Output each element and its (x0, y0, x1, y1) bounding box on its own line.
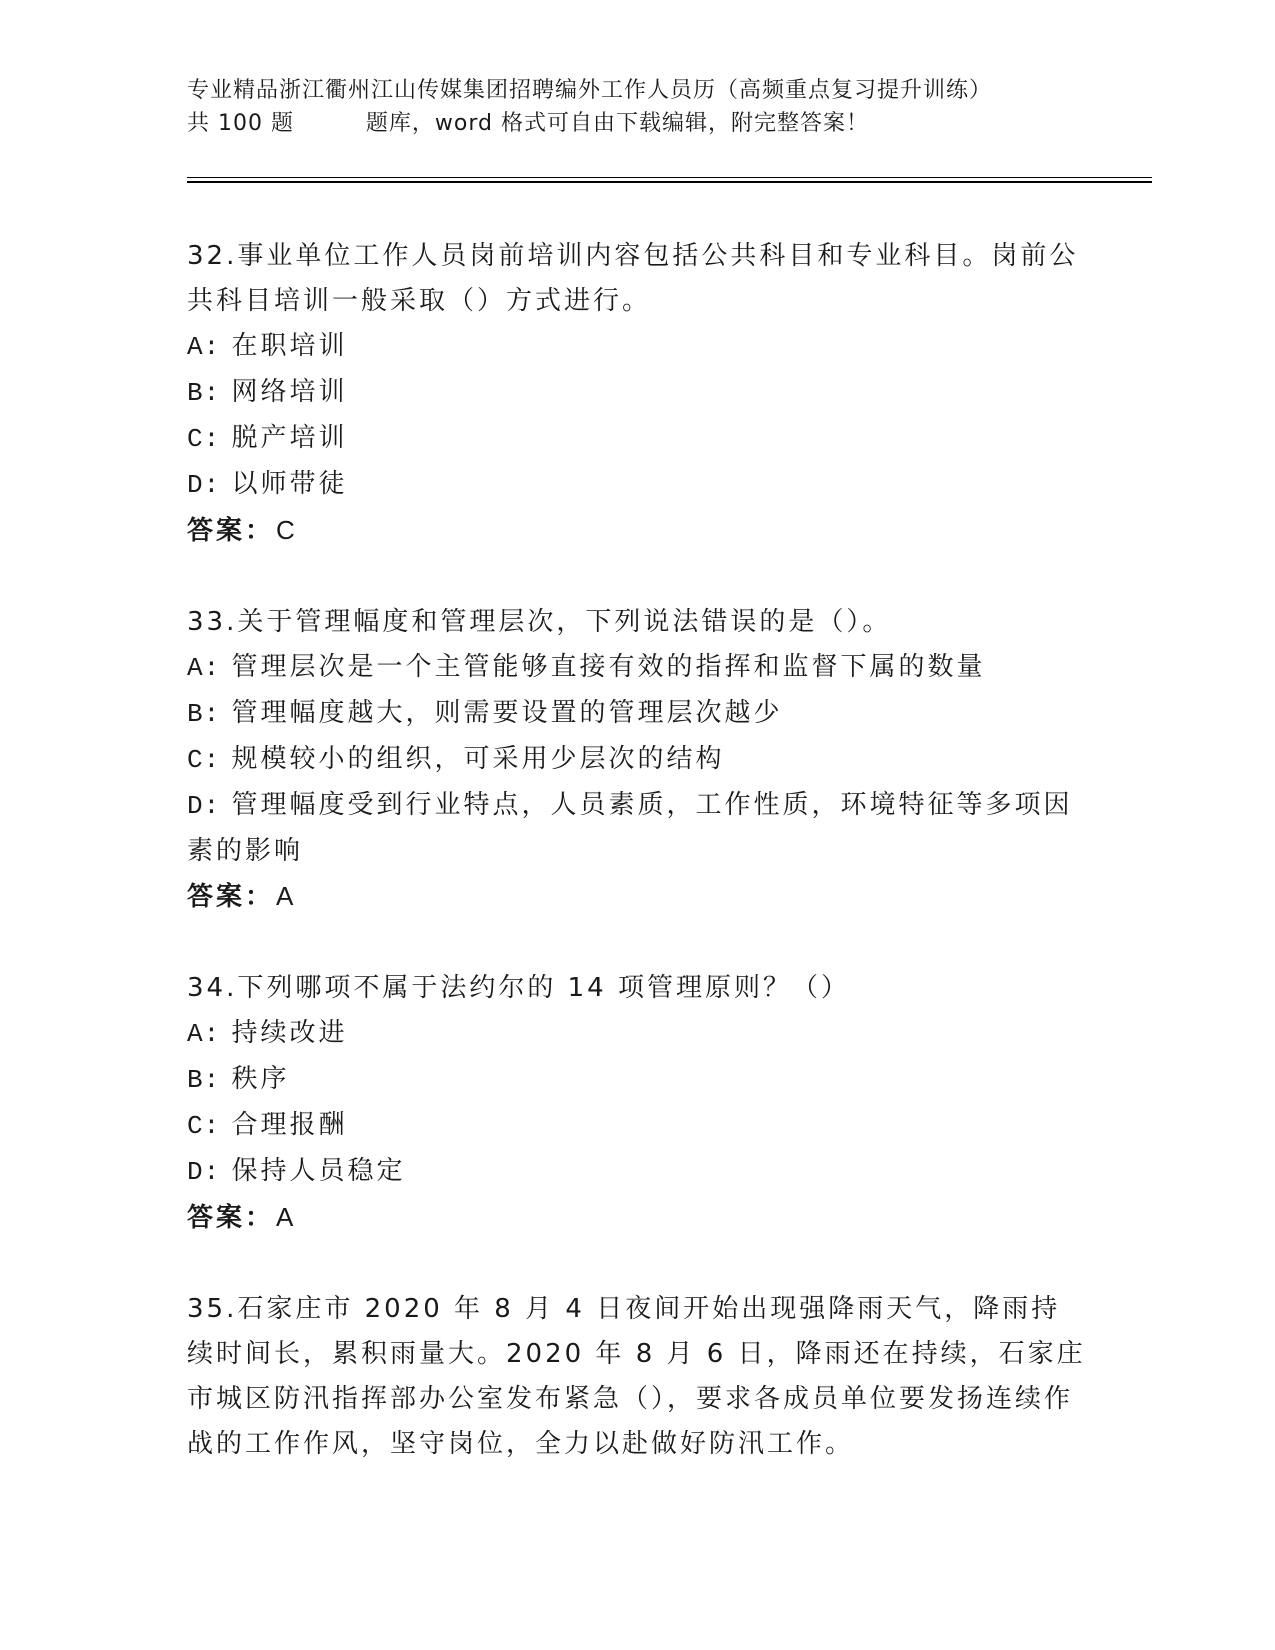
option-letter: D: (187, 470, 221, 500)
option-c (187, 1103, 1087, 1149)
option-a (187, 645, 1087, 691)
option-text: 管理层次是一个主管能够直接有效的指挥和监督下属的数量 (231, 652, 986, 682)
answer-value: C (276, 515, 298, 545)
option-text: 脱产培训 (231, 423, 348, 453)
option-c (187, 416, 1087, 462)
answer-value: A (276, 1202, 297, 1232)
option-d (187, 462, 1087, 508)
answer-value: A (276, 881, 297, 911)
option-letter: A: (187, 653, 221, 683)
option-letter: B: (187, 699, 221, 729)
header-subtitle: 共 100 题 题库，word 格式可自由下载编辑，附完整答案！ (187, 111, 869, 136)
answer-line (187, 1195, 1087, 1241)
question-35 (187, 1287, 1087, 1467)
option-text: 保持人员稳定 (231, 1156, 406, 1186)
option-text: 合理报酬 (231, 1110, 348, 1140)
question-text: 34.下列哪项不属于法约尔的 14 项管理原则？（） (187, 973, 850, 1003)
answer-label: 答案： (187, 516, 275, 546)
option-text: 持续改进 (231, 1018, 348, 1048)
answer-label: 答案： (187, 882, 275, 912)
option-letter: C: (187, 1111, 221, 1141)
option-letter: B: (187, 1065, 221, 1095)
option-text: 秩序 (231, 1064, 290, 1094)
option-d (187, 783, 1087, 874)
option-b (187, 370, 1087, 416)
option-letter: C: (187, 424, 221, 454)
option-text: 以师带徒 (231, 469, 348, 499)
option-letter: D: (187, 791, 221, 821)
question-32 (187, 234, 1087, 554)
question-34 (187, 966, 1087, 1241)
option-b (187, 1057, 1087, 1103)
option-text: 规模较小的组织，可采用少层次的结构 (231, 744, 725, 774)
option-a (187, 324, 1087, 370)
document-header (187, 74, 1087, 140)
option-a (187, 1011, 1087, 1057)
question-text: 32.事业单位工作人员岗前培训内容包括公共科目和专业科目。岗前公共科目培训一般采取（）方式进行。 (187, 241, 1079, 316)
option-letter: C: (187, 745, 221, 775)
answer-line (187, 874, 1087, 920)
header-divider-thick (187, 181, 1152, 183)
option-text: 在职培训 (231, 331, 348, 361)
question-33 (187, 600, 1087, 920)
option-letter: A: (187, 1019, 221, 1049)
question-text: 33.关于管理幅度和管理层次，下列说法错误的是（）。 (187, 607, 892, 637)
question-text: 35.石家庄市 2020 年 8 月 4 日夜间开始出现强降雨天气，降雨持续时间长，累积雨量大。2020 年 8 月 6 日，降雨还在持续，石家庄市城区防汛指挥部办公室发布紧急（），要求各成员单位要发扬连续作战的工作作风，坚守岗位，全力以赴做好防汛工作。 (187, 1294, 1086, 1459)
answer-label: 答案： (187, 1203, 275, 1233)
header-title: 专业精品浙江衢州江山传媒集团招聘编外工作人员历（高频重点复习提升训练） (187, 78, 993, 103)
option-text: 网络培训 (231, 377, 348, 407)
option-b (187, 691, 1087, 737)
option-letter: A: (187, 332, 221, 362)
option-letter: D: (187, 1157, 221, 1187)
answer-line (187, 508, 1087, 554)
option-c (187, 737, 1087, 783)
option-letter: B: (187, 378, 221, 408)
question-list (187, 234, 1087, 1513)
header-divider-thin (187, 177, 1152, 178)
option-d (187, 1149, 1087, 1195)
option-text: 管理幅度受到行业特点，人员素质，工作性质，环境特征等多项因素的影响 (187, 790, 1073, 866)
option-text: 管理幅度越大，则需要设置的管理层次越少 (231, 698, 783, 728)
